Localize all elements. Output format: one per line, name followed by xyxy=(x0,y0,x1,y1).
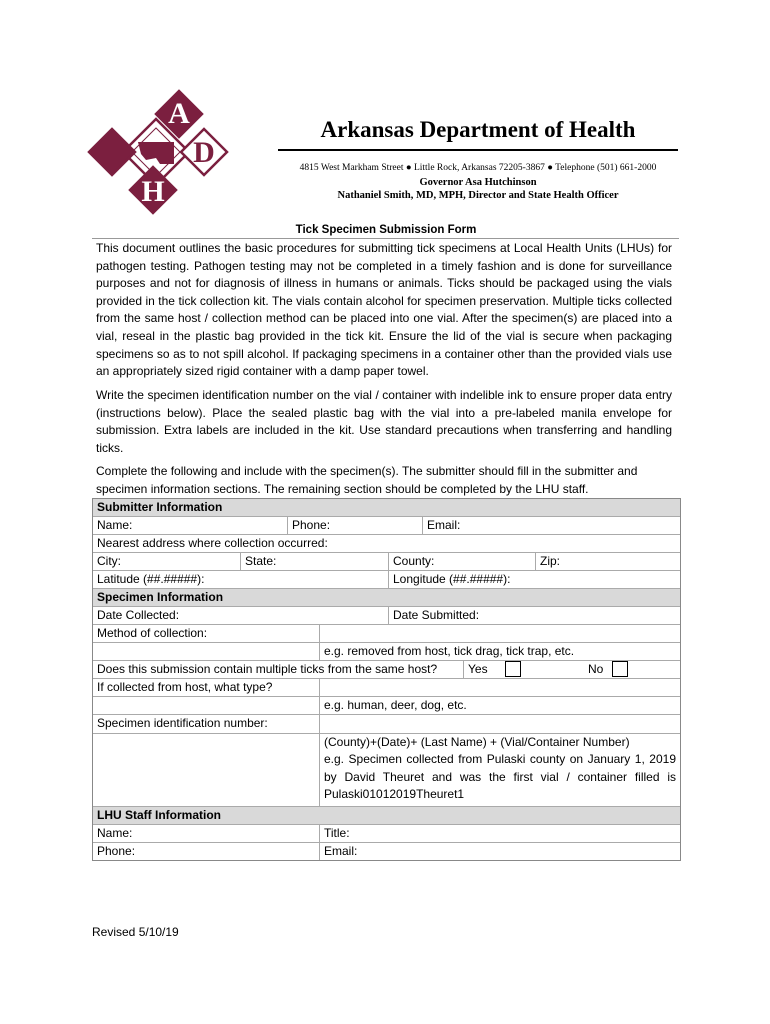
latitude-field[interactable]: Latitude (##.#####): xyxy=(97,572,205,586)
director-line: Nathaniel Smith, MD, MPH, Director and State Health Officer xyxy=(337,190,619,201)
form-title-divider xyxy=(92,238,679,239)
specimen-id-example: e.g. Specimen collected from Pulaski county on January 1, 2019 by David Theuret and was the first vial / container filled is Pulaski01012019Theuret1 xyxy=(324,752,676,802)
multiple-ticks-row xyxy=(93,660,680,678)
nearest-address-row xyxy=(93,534,680,552)
intro-paragraph: This document outlines the basic procedures for submitting tick specimens at Local Health Units (LHUs) for pathogen testing. Pathogen testing may not be completed in a timely fashion and is done for surveillance purposes and not for diagnosis of illness in humans or animals. Ticks should be packaged using the vials provided in the tick collection kit. The vials contain alcohol for specimen preservation. Multiple ticks collected from the same host / collection method can be placed into one vial. After the specimen(s) are placed into a vial, reseal in the plastic bag provided in the tick kit. Ensure the lid of the vial is secure when packaging specimens so as to not spill alcohol. If packaging specimens in a container other than the provided vials use an appropriately sized rigid container with a damp paper towel. xyxy=(96,241,672,379)
method-hint-row xyxy=(93,642,680,660)
zip-field[interactable]: Zip: xyxy=(535,553,680,570)
coordinates-row xyxy=(93,570,680,588)
yes-checkbox[interactable] xyxy=(505,661,521,677)
date-submitted-field[interactable]: Date Submitted: xyxy=(388,607,680,624)
county-field[interactable]: County: xyxy=(388,553,535,570)
host-type-input[interactable] xyxy=(319,679,680,696)
revision-date: Revised 5/10/19 xyxy=(92,925,179,939)
submitter-contact-row xyxy=(93,516,680,534)
submitter-name-field[interactable]: Name: xyxy=(97,518,133,532)
lhu-phone-row xyxy=(93,842,680,860)
host-hint: e.g. human, deer, dog, etc. xyxy=(319,697,680,714)
yes-label: Yes xyxy=(463,661,523,678)
lhu-section-header: LHU Staff Information xyxy=(93,806,680,824)
specimen-id-format: (County)+(Date)+ (Last Name) + (Vial/Container Number) xyxy=(324,735,630,749)
title-divider xyxy=(278,149,678,151)
specimen-id-row xyxy=(93,714,680,733)
host-hint-row xyxy=(93,696,680,714)
lhu-name-field[interactable]: Name: xyxy=(97,826,133,840)
specimen-id-instructions-row xyxy=(93,733,680,806)
nearest-address-field[interactable]: Nearest address where collection occurred: xyxy=(97,536,328,550)
lhu-email-field[interactable]: Email: xyxy=(319,843,680,860)
dates-row xyxy=(93,606,680,624)
city-field[interactable]: City: xyxy=(97,554,121,568)
method-row xyxy=(93,624,680,642)
submitter-email-field[interactable]: Email: xyxy=(422,517,680,534)
host-type-row xyxy=(93,678,680,696)
instructions-paragraph: Complete the following and include with the specimen(s). The submitter should fill in the submitter and specimen information sections. The remaining section should be completed by the LHU staff. xyxy=(96,464,638,496)
specimen-section-header: Specimen Information xyxy=(93,588,680,606)
logo-letter-h: H xyxy=(141,175,165,208)
form-title: Tick Specimen Submission Form xyxy=(295,224,477,236)
logo-letter-d: D xyxy=(193,136,215,169)
method-label: Method of collection: xyxy=(97,626,208,640)
submitter-section-header: Submitter Information xyxy=(93,499,680,516)
no-checkbox[interactable] xyxy=(612,661,628,677)
location-row xyxy=(93,552,680,570)
no-label: No xyxy=(588,662,604,676)
lhu-phone-field[interactable]: Phone: xyxy=(97,844,136,858)
date-collected-field[interactable]: Date Collected: xyxy=(97,608,180,622)
submission-form-table xyxy=(92,498,681,861)
multiple-ticks-question: Does this submission contain multiple ticks from the same host? xyxy=(97,662,438,676)
longitude-field[interactable]: Longitude (##.#####): xyxy=(388,571,680,588)
method-hint: e.g. removed from host, tick drag, tick trap, etc. xyxy=(319,643,680,660)
host-type-label: If collected from host, what type? xyxy=(97,680,273,694)
labeling-paragraph: Write the specimen identification number on the vial / container with indelible ink to ensure proper data entry (instructions below). Place the sealed plastic bag with the vial into a pre-labeled manila envelope for submission. Extra labels are included in the kit. Use standard precautions when transferring and handling ticks. xyxy=(96,388,672,455)
state-field[interactable]: State: xyxy=(240,553,388,570)
specimen-id-label: Specimen identification number: xyxy=(97,716,268,730)
submitter-phone-field[interactable]: Phone: xyxy=(287,517,422,534)
logo-letter-a: A xyxy=(168,97,190,130)
governor-line: Governor Asa Hutchinson xyxy=(419,177,537,188)
specimen-id-input[interactable] xyxy=(319,715,680,733)
lhu-name-row xyxy=(93,824,680,842)
method-input[interactable] xyxy=(319,625,680,642)
adh-logo xyxy=(86,84,232,220)
organization-title: Arkansas Department of Health xyxy=(320,117,636,142)
organization-address: 4815 West Markham Street ● Little Rock, Arkansas 72205-3867 ● Telephone (501) 661-2000 xyxy=(299,163,657,173)
lhu-title-field[interactable]: Title: xyxy=(319,825,680,842)
